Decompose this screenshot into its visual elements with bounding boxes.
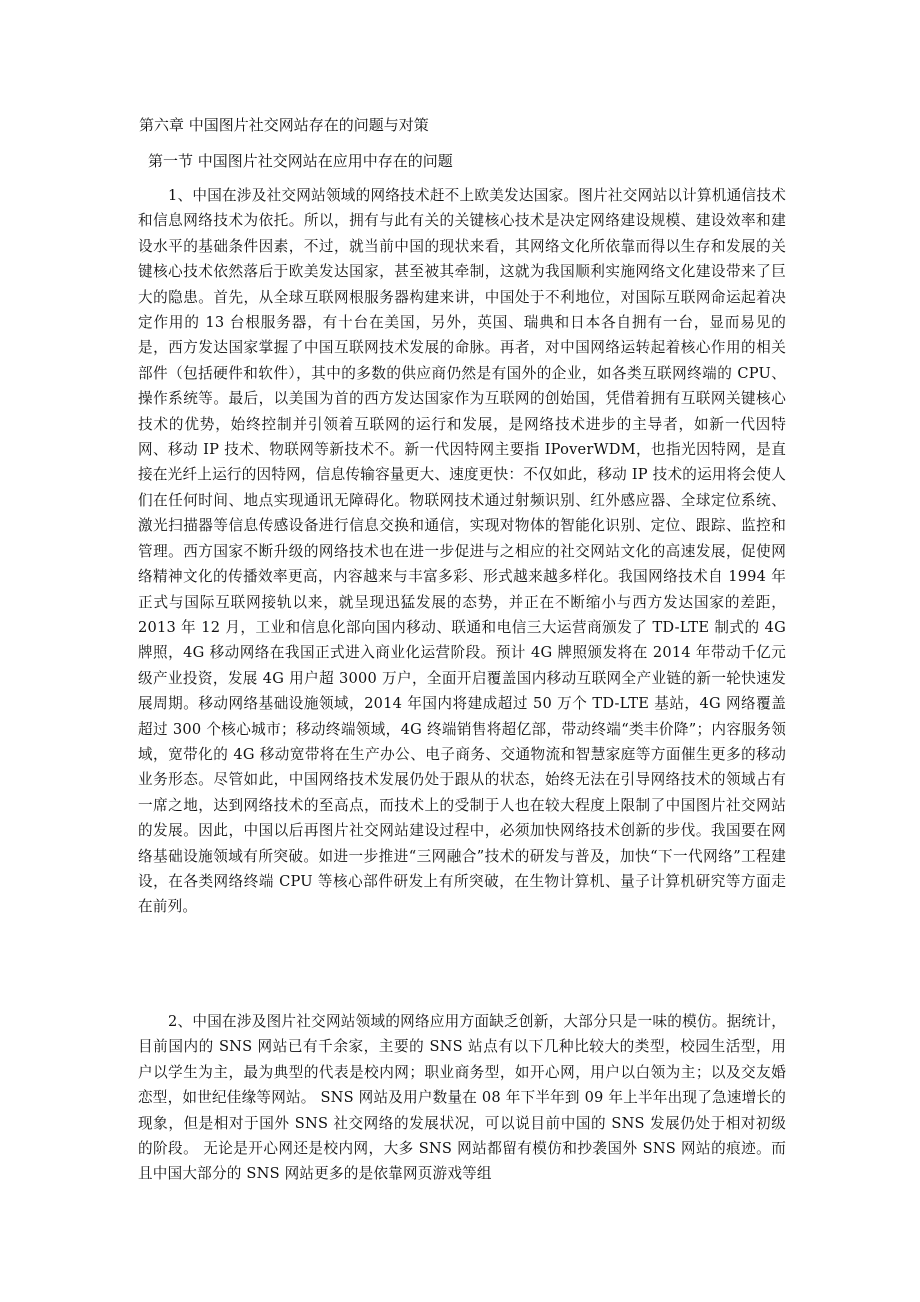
- paragraph-2: 2、中国在涉及图片社交网站领域的网络应用方面缺乏创新，大部分只是一味的模仿。据统计，目前国内的 SNS 网站已有千余家，主要的 SNS 站点有以下几种比较大的类型，校园生活型，用户以学生为主，最为典型的代表是校内网；职业商务型，如开心网，用户以白领为主；以及交友婚恋型，如世纪佳缘等网站。 SNS 网站及用户数量在 08 年下半年到 09 年上半年出现了急速增长的现象，但是相对于国外 SNS 社交网络的发展状况，可以说目前中国的 SNS 发展仍处于相对初级的阶段。 无论是开心网还是校内网，大多 SNS 网站都留有模仿和抄袭国外 SNS 网站的痕迹。而且中国大部分的 SNS 网站更多的是依靠网页游戏等组: [138, 1013, 786, 1183]
- chapter-title: 第六章 中国图片社交网站存在的问题与对策: [139, 116, 429, 134]
- paragraph-1: 1、中国在涉及社交网站领域的网络技术赶不上欧美发达国家。图片社交网站以计算机通信技术和信息网络技术为依托。所以，拥有与此有关的关键核心技术是决定网络建设规模、建设效率和建设水平的基础条件因素，不过，就当前中国的现状来看，其网络文化所依靠而得以生存和发展的关键核心技术依然落后于欧美发达国家，甚至被其牵制，这就为我国顺利实施网络文化建设带来了巨大的隐患。首先，从全球互联网根服务器构建来讲，中国处于不利地位，对国际互联网命运起着决定作用的 13 台根服务器，有十台在美国，另外，英国、瑞典和日本各自拥有一台，显而易见的是，西方发达国家掌握了中国互联网技术发展的命脉。再者，对中国网络运转起着核心作用的相关部件（包括硬件和软件），其中的多数的供应商仍然是有国外的企业，如各类互联网终端的 CPU、操作系统等。最后，以美国为首的西方发达国家作为互联网的创始国，凭借着拥有互联网关键核心技术的优势，始终控制并引领着互联网的运行和发展，是网络技术进步的主导者，如新一代因特网、移动 IP 技术、物联网等新技术不。新一代因特网主要指 IPoverWDM，也指光因特网，是直接在光纤上运行的因特网，信息传输容量更大、速度更快：不仅如此，移动 IP 技术的运用将会使人们在任何时间、地点实现通讯无障碍化。物联网技术通过射频识别、红外感应器、全球定位系统、激光扫描器等信息传感设备进行信息交换和通信，实现对物体的智能化识别、定位、跟踪、监控和管理。西方国家不断升级的网络技术也在进一步促进与之相应的社交网站文化的高速发展，促使网络精神文化的传播效率更高，内容越来与丰富多彩、形式越来越多样化。我国网络技术自 1994 年正式与国际互联网接轨以来，就呈现迅猛发展的态势，并正在不断缩小与西方发达国家的差距，2013 年 12 月，工业和信息化部向国内移动、联通和电信三大运营商颁发了 TD-LTE 制式的 4G 牌照，4G 移动网络在我国正式进入商业化运营阶段。预计 4G 牌照颁发将在 2014 年带动千亿元级产业投资，发展 4G 用户超 3000 万户，全面开启覆盖国内移动互联网全产业链的新一轮快速发展周期。移动网络基础设施领域，2014 年国内将建成超过 50 万个 TD-LTE 基站，4G 网络覆盖超过 300 个核心城市；移动终端领域，4G 终端销售将超亿部，带动终端“类丰价降”；内容服务领域，宽带化的 4G 移动宽带将在生产办公、电子商务、交通物流和智慧家庭等方面催生更多的移动业务形态。尽管如此，中国网络技术发展仍处于跟从的状态，始终无法在引导网络技术的领域占有一席之地，达到网络技术的至高点，而技术上的受制于人也在较大程度上限制了中国图片社交网站的发展。因此，中国以后再图片社交网站建设过程中，必须加快网络技术创新的步伐。我国要在网络基础设施领域有所突破。如进一步推进“三网融合”技术的研发与普及，加快“下一代网络”工程建设，在各类网络终端 CPU 等核心部件研发上有所突破，在生物计算机、量子计算机研究等方面走在前列。: [138, 187, 786, 916]
- section-title: 第一节 中国图片社交网站在应用中存在的问题: [148, 152, 453, 170]
